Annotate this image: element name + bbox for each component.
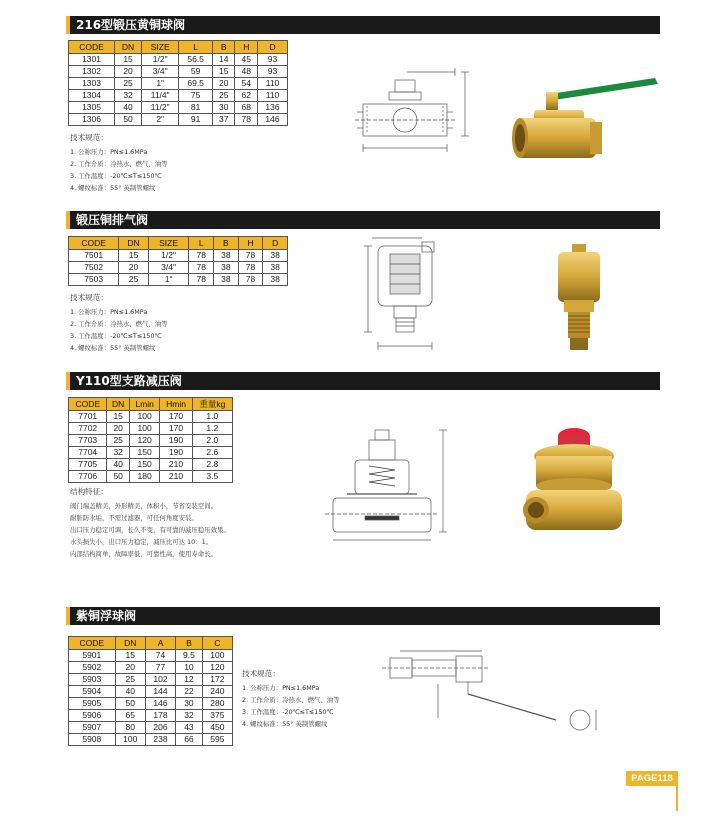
table-cell: 93: [258, 54, 288, 66]
table-cell: 15: [115, 54, 142, 66]
table-cell: 38: [214, 274, 239, 286]
note-line: 耐脏防水垢，不需过滤器，可任何角度安装。: [70, 514, 198, 522]
table-cell: 100: [129, 411, 159, 423]
spec-table: [68, 236, 288, 286]
table-cell: 78: [238, 262, 263, 274]
table-cell: 38: [263, 274, 288, 286]
table-row: [69, 686, 233, 698]
table-cell: 43: [176, 722, 203, 734]
table-cell: 1305: [69, 102, 115, 114]
table-cell: 20: [107, 423, 129, 435]
table-cell: 1301: [69, 54, 115, 66]
table-row: [69, 471, 233, 483]
table-cell: 40: [115, 686, 145, 698]
table-cell: 45: [235, 54, 258, 66]
table-cell: 7503: [69, 274, 119, 286]
section-title-bar: [66, 607, 660, 625]
table-row: [69, 435, 233, 447]
note-line: 4. 螺纹标准：55° 英制管螺纹: [242, 720, 328, 728]
table-cell: 78: [238, 274, 263, 286]
section-title: 紫铜浮球阀: [76, 609, 137, 623]
table-cell: 120: [202, 662, 232, 674]
table-cell: 78: [189, 262, 214, 274]
table-cell: 93: [258, 66, 288, 78]
table-row: [69, 734, 233, 746]
table-cell: 375: [202, 710, 232, 722]
table-cell: 75: [179, 90, 213, 102]
table-cell: 150: [129, 447, 159, 459]
table-cell: 78: [238, 250, 263, 262]
column-header: CODE: [69, 398, 107, 411]
table-row: [69, 250, 288, 262]
air-vent-valve-drawing: [362, 234, 462, 359]
note-line: 4. 螺纹标准：55° 英制管螺纹: [70, 184, 156, 192]
note-line: 出口压力稳定可调，长久不变，有可靠的减压稳压效果。: [70, 526, 230, 534]
table-cell: 102: [145, 674, 175, 686]
table-cell: 30: [212, 102, 235, 114]
section-title: 锻压铜排气阀: [76, 213, 149, 227]
table-cell: 20: [212, 78, 235, 90]
table-row: [69, 710, 233, 722]
page-marker-line: [676, 771, 678, 811]
section-title-bar: [66, 372, 660, 390]
tech-notes: [242, 668, 340, 730]
table-cell: 38: [263, 250, 288, 262]
table-cell: 206: [145, 722, 175, 734]
table-cell: 62: [235, 90, 258, 102]
table-cell: 100: [129, 423, 159, 435]
table-cell: 65: [115, 710, 145, 722]
table-cell: 5903: [69, 674, 116, 686]
section-title: Y110型支路减压阀: [76, 374, 182, 388]
table-header-row: [69, 237, 288, 250]
table-cell: 1.2: [192, 423, 232, 435]
note-line: 4. 螺纹标准：55° 英制管螺纹: [70, 344, 156, 352]
note-line: 阀门端盖精美，外形精美，体积小，节省安装空间。: [70, 502, 217, 510]
table-cell: 1/2": [148, 250, 189, 262]
column-header: L: [179, 41, 213, 54]
table-cell: 5902: [69, 662, 116, 674]
table-cell: 50: [107, 471, 129, 483]
table-cell: 144: [145, 686, 175, 698]
table-cell: 7501: [69, 250, 119, 262]
table-cell: 1": [148, 274, 189, 286]
table-cell: 120: [129, 435, 159, 447]
table-header-row: [69, 41, 288, 54]
note-line: 2. 工作介质：冷热水、燃气、油等: [242, 696, 340, 704]
table-cell: 10: [176, 662, 203, 674]
table-row: [69, 662, 233, 674]
table-cell: 210: [160, 459, 192, 471]
spec-table: [68, 636, 233, 746]
table-cell: 1.0: [192, 411, 232, 423]
table-cell: 78: [235, 114, 258, 126]
table-cell: 5904: [69, 686, 116, 698]
table-row: [69, 674, 233, 686]
table-row: [69, 66, 288, 78]
table-row: [69, 650, 233, 662]
table-cell: 2.0: [192, 435, 232, 447]
table-cell: 3/4": [142, 66, 179, 78]
table-cell: 1302: [69, 66, 115, 78]
table-cell: 56.5: [179, 54, 213, 66]
table-row: [69, 459, 233, 471]
table-cell: 40: [107, 459, 129, 471]
section-title-bar: [66, 211, 660, 229]
table-cell: 14: [212, 54, 235, 66]
table-cell: 1303: [69, 78, 115, 90]
column-header: B: [212, 41, 235, 54]
column-header: L: [189, 237, 214, 250]
table-cell: 25: [115, 674, 145, 686]
table-cell: 172: [202, 674, 232, 686]
note-line: 内部结构简单，故障率低，可靠性高，使用寿命长。: [70, 550, 217, 558]
table-cell: 32: [176, 710, 203, 722]
column-header: D: [258, 41, 288, 54]
page-number-tab: PAGE118: [626, 771, 678, 786]
column-header: C: [202, 637, 232, 650]
notes-title: 技术规范：: [242, 669, 280, 678]
table-cell: 190: [160, 435, 192, 447]
table-cell: 48: [235, 66, 258, 78]
table-row: [69, 78, 288, 90]
table-cell: 38: [214, 250, 239, 262]
note-line: 1. 公称压力：PN≤1.6MPa: [70, 148, 148, 156]
table-cell: 7706: [69, 471, 107, 483]
note-line: 1. 公称压力：PN≤1.6MPa: [242, 684, 320, 692]
table-cell: 7502: [69, 262, 119, 274]
note-line: 2. 工作介质：冷热水、燃气、油等: [70, 320, 168, 328]
table-cell: 11/4": [142, 90, 179, 102]
table-cell: 100: [202, 650, 232, 662]
table-cell: 54: [235, 78, 258, 90]
table-cell: 280: [202, 698, 232, 710]
column-header: D: [263, 237, 288, 250]
table-row: [69, 423, 233, 435]
table-row: [69, 698, 233, 710]
table-cell: 110: [258, 78, 288, 90]
pressure-reducing-valve-drawing: [325, 428, 455, 546]
table-cell: 170: [160, 423, 192, 435]
section-title: 216型锻压黄铜球阀: [76, 18, 186, 32]
table-cell: 7704: [69, 447, 107, 459]
table-cell: 38: [263, 262, 288, 274]
tech-notes: [70, 132, 168, 194]
table-cell: 1": [142, 78, 179, 90]
tech-notes: [70, 292, 168, 354]
table-cell: 5907: [69, 722, 116, 734]
spec-table: [68, 397, 233, 483]
table-cell: 11/2": [142, 102, 179, 114]
column-header: H: [238, 237, 263, 250]
table-cell: 30: [176, 698, 203, 710]
table-cell: 150: [129, 459, 159, 471]
table-cell: 20: [115, 662, 145, 674]
table-cell: 180: [129, 471, 159, 483]
table-cell: 110: [258, 90, 288, 102]
notes-title: 技术规范：: [70, 133, 108, 142]
column-header: SIZE: [148, 237, 189, 250]
table-cell: 7705: [69, 459, 107, 471]
note-line: 1. 公称压力：PN≤1.6MPa: [70, 308, 148, 316]
table-cell: 146: [258, 114, 288, 126]
float-valve-drawing: [380, 648, 610, 733]
tech-notes: [70, 486, 230, 560]
notes-title: 结构特征：: [70, 487, 108, 496]
table-cell: 1/2": [142, 54, 179, 66]
note-line: 水头损失小，出口压力稳定，减压比可达 10：1。: [70, 538, 213, 546]
table-cell: 25: [115, 78, 142, 90]
spec-table: [68, 40, 288, 126]
table-cell: 5905: [69, 698, 116, 710]
table-cell: 15: [115, 650, 145, 662]
note-line: 3. 工作温度：-20℃≤T≤150℃: [242, 708, 334, 716]
table-cell: 146: [145, 698, 175, 710]
table-row: [69, 90, 288, 102]
table-row: [69, 411, 233, 423]
table-row: [69, 54, 288, 66]
column-header: CODE: [69, 237, 119, 250]
table-cell: 25: [107, 435, 129, 447]
table-cell: 22: [176, 686, 203, 698]
note-line: 3. 工作温度：-20℃≤T≤150℃: [70, 172, 162, 180]
notes-title: 技术规范：: [70, 293, 108, 302]
table-cell: 5906: [69, 710, 116, 722]
table-cell: 68: [235, 102, 258, 114]
column-header: DN: [107, 398, 129, 411]
table-cell: 5901: [69, 650, 116, 662]
column-header: A: [145, 637, 175, 650]
column-header: B: [214, 237, 239, 250]
table-cell: 450: [202, 722, 232, 734]
column-header: 重量kg: [192, 398, 232, 411]
table-cell: 69.5: [179, 78, 213, 90]
table-cell: 81: [179, 102, 213, 114]
table-cell: 91: [179, 114, 213, 126]
column-header: B: [176, 637, 203, 650]
table-cell: 2.8: [192, 459, 232, 471]
table-cell: 77: [145, 662, 175, 674]
column-header: DN: [115, 637, 145, 650]
table-cell: 50: [115, 698, 145, 710]
table-cell: 3/4": [148, 262, 189, 274]
pressure-reducing-valve-photo: [522, 422, 630, 542]
column-header: CODE: [69, 637, 116, 650]
table-cell: 7702: [69, 423, 107, 435]
table-header-row: [69, 637, 233, 650]
table-cell: 178: [145, 710, 175, 722]
ball-valve-drawing: [355, 62, 485, 167]
table-row: [69, 274, 288, 286]
column-header: Hmin: [160, 398, 192, 411]
table-row: [69, 262, 288, 274]
note-line: 2. 工作介质：冷热水、燃气、油等: [70, 160, 168, 168]
table-cell: 5908: [69, 734, 116, 746]
table-cell: 25: [212, 90, 235, 102]
table-header-row: [69, 398, 233, 411]
section-title-bar: [66, 16, 660, 34]
table-cell: 238: [145, 734, 175, 746]
column-header: DN: [119, 237, 148, 250]
table-cell: 190: [160, 447, 192, 459]
table-cell: 2.6: [192, 447, 232, 459]
table-cell: 32: [107, 447, 129, 459]
table-cell: 12: [176, 674, 203, 686]
table-cell: 595: [202, 734, 232, 746]
ball-valve-photo: [510, 70, 660, 170]
table-cell: 66: [176, 734, 203, 746]
table-cell: 136: [258, 102, 288, 114]
table-cell: 240: [202, 686, 232, 698]
table-row: [69, 114, 288, 126]
column-header: H: [235, 41, 258, 54]
air-vent-valve-photo: [550, 244, 610, 354]
table-cell: 38: [214, 262, 239, 274]
table-cell: 80: [115, 722, 145, 734]
column-header: SIZE: [142, 41, 179, 54]
table-cell: 170: [160, 411, 192, 423]
table-cell: 37: [212, 114, 235, 126]
table-row: [69, 722, 233, 734]
column-header: Lmin: [129, 398, 159, 411]
table-cell: 20: [119, 262, 148, 274]
table-cell: 74: [145, 650, 175, 662]
table-row: [69, 447, 233, 459]
table-cell: 78: [189, 274, 214, 286]
table-cell: 210: [160, 471, 192, 483]
table-cell: 15: [212, 66, 235, 78]
table-cell: 78: [189, 250, 214, 262]
table-cell: 40: [115, 102, 142, 114]
table-cell: 7701: [69, 411, 107, 423]
table-cell: 9.5: [176, 650, 203, 662]
column-header: CODE: [69, 41, 115, 54]
table-cell: 20: [115, 66, 142, 78]
table-cell: 59: [179, 66, 213, 78]
table-cell: 25: [119, 274, 148, 286]
table-cell: 15: [119, 250, 148, 262]
table-cell: 1304: [69, 90, 115, 102]
table-cell: 1306: [69, 114, 115, 126]
table-cell: 32: [115, 90, 142, 102]
table-row: [69, 102, 288, 114]
table-cell: 2": [142, 114, 179, 126]
table-cell: 15: [107, 411, 129, 423]
table-cell: 100: [115, 734, 145, 746]
table-cell: 50: [115, 114, 142, 126]
table-cell: 7703: [69, 435, 107, 447]
column-header: DN: [115, 41, 142, 54]
note-line: 3. 工作温度：-20℃≤T≤150℃: [70, 332, 162, 340]
table-cell: 3.5: [192, 471, 232, 483]
